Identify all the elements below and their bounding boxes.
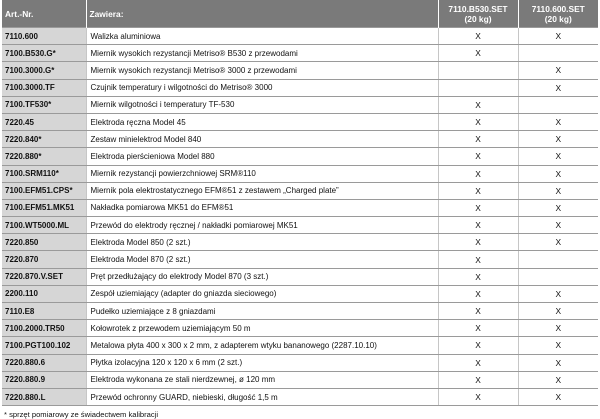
art-number-cell: 7220.850 [2, 234, 86, 251]
description-cell: Płytka izolacyjna 120 x 120 x 6 mm (2 szt.) [86, 354, 438, 371]
set2-mark-cell [518, 251, 598, 268]
art-number-cell: 7110.600 [2, 28, 86, 45]
set2-mark-cell [518, 268, 598, 285]
set2-mark-cell [518, 96, 598, 113]
set2-mark-cell [518, 45, 598, 62]
set1-mark-cell: X [438, 217, 518, 234]
table-row [2, 45, 598, 62]
description-cell: Miernik pola elektrostatycznego EFM®51 z zestawem „Charged plate” [86, 182, 438, 199]
table-row [2, 251, 598, 268]
set1-mark-cell: X [438, 303, 518, 320]
art-number-cell: 7110.E8 [2, 303, 86, 320]
set1-mark-cell: X [438, 113, 518, 130]
description-cell: Elektroda pierścieniowa Model 880 [86, 148, 438, 165]
table-row [2, 199, 598, 216]
art-number-cell: 7100.SRM110* [2, 165, 86, 182]
set1-mark-cell: X [438, 234, 518, 251]
header-set1-code: 7110.B530.SET [448, 3, 508, 14]
set2-mark-cell: X [518, 303, 598, 320]
set2-mark-cell: X [518, 165, 598, 182]
table-row [2, 285, 598, 302]
header-set2-weight: (20 kg) [544, 13, 572, 24]
set2-mark-cell: X [518, 354, 598, 371]
set2-mark-cell: X [518, 285, 598, 302]
set2-mark-cell: X [518, 371, 598, 388]
header-set1-weight: (20 kg) [464, 13, 492, 24]
table-row [2, 320, 598, 337]
art-number-cell: 7220.45 [2, 113, 86, 130]
set1-mark-cell: X [438, 199, 518, 216]
set1-mark-cell: X [438, 285, 518, 302]
art-number-cell: 7220.880.6 [2, 354, 86, 371]
table-row [2, 79, 598, 96]
table-header [2, 0, 598, 28]
header-contents: Zawiera: [86, 0, 438, 28]
set2-mark-cell: X [518, 320, 598, 337]
table-row [2, 337, 598, 354]
description-cell: Walizka aluminiowa [86, 28, 438, 45]
art-number-cell: 7100.B530.G* [2, 45, 86, 62]
description-cell: Elektroda wykonana ze stali nierdzewnej, ø 120 mm [86, 371, 438, 388]
set1-mark-cell: X [438, 96, 518, 113]
set1-mark-cell: X [438, 45, 518, 62]
header-set2 [518, 0, 598, 28]
table-row [2, 62, 598, 79]
table-row [2, 354, 598, 371]
description-cell: Kołowrotek z przewodem uziemiającym 50 m [86, 320, 438, 337]
art-number-cell: 7100.TF530* [2, 96, 86, 113]
set1-mark-cell: X [438, 337, 518, 354]
art-number-cell: 7100.EFM51.MK51 [2, 199, 86, 216]
art-number-cell: 7220.870 [2, 251, 86, 268]
header-set2-code: 7110.600.SET [531, 3, 585, 14]
set1-mark-cell: X [438, 165, 518, 182]
description-cell: Miernik wysokich rezystancji Metriso® B530 z przewodami [86, 45, 438, 62]
table-row [2, 131, 598, 148]
set1-mark-cell: X [438, 148, 518, 165]
set1-mark-cell: X [438, 182, 518, 199]
table-row [2, 217, 598, 234]
set2-mark-cell: X [518, 217, 598, 234]
description-cell: Przewód ochronny GUARD, niebieski, długość 1,5 m [86, 388, 438, 405]
set2-mark-cell: X [518, 131, 598, 148]
art-number-cell: 7100.3000.G* [2, 62, 86, 79]
set2-mark-cell: X [518, 62, 598, 79]
art-number-cell: 7220.880.9 [2, 371, 86, 388]
set2-mark-cell: X [518, 182, 598, 199]
table-row [2, 234, 598, 251]
set1-mark-cell [438, 62, 518, 79]
art-number-cell: 7100.EFM51.CPS* [2, 182, 86, 199]
set2-mark-cell: X [518, 199, 598, 216]
art-number-cell: 7220.880* [2, 148, 86, 165]
description-cell: Zestaw minielektrod Model 840 [86, 131, 438, 148]
table-row [2, 303, 598, 320]
table-row [2, 148, 598, 165]
set1-mark-cell [438, 79, 518, 96]
table-body [2, 28, 598, 406]
set1-mark-cell: X [438, 131, 518, 148]
set2-mark-cell: X [518, 79, 598, 96]
product-table-container [2, 0, 598, 419]
art-number-cell: 7100.2000.TR50 [2, 320, 86, 337]
set1-mark-cell: X [438, 388, 518, 405]
table-row [2, 388, 598, 405]
table-row [2, 165, 598, 182]
set1-mark-cell: X [438, 251, 518, 268]
description-cell: Metalowa płyta 400 x 300 x 2 mm, z adapterem wtyku bananowego (2287.10.10) [86, 337, 438, 354]
set2-mark-cell: X [518, 28, 598, 45]
table-row [2, 96, 598, 113]
table-row [2, 268, 598, 285]
set1-mark-cell: X [438, 320, 518, 337]
header-art-nr: Art.-Nr. [2, 0, 86, 28]
description-cell: Czujnik temperatury i wilgotności do Metriso® 3000 [86, 79, 438, 96]
description-cell: Elektroda Model 850 (2 szt.) [86, 234, 438, 251]
description-cell: Elektroda ręczna Model 45 [86, 113, 438, 130]
table-row [2, 28, 598, 45]
set2-mark-cell: X [518, 234, 598, 251]
art-number-cell: 7220.880.L [2, 388, 86, 405]
footnote: * sprzęt pomiarowy ze świadectwem kalibracji [4, 410, 159, 419]
art-number-cell: 2200.110 [2, 285, 86, 302]
art-number-cell: 7220.870.V.SET [2, 268, 86, 285]
set1-mark-cell: X [438, 28, 518, 45]
set1-mark-cell: X [438, 268, 518, 285]
description-cell: Zespół uziemiający (adapter do gniazda sieciowego) [86, 285, 438, 302]
art-number-cell: 7100.3000.TF [2, 79, 86, 96]
table-row [2, 371, 598, 388]
art-number-cell: 7100.PGT100.102 [2, 337, 86, 354]
set2-mark-cell: X [518, 337, 598, 354]
set1-mark-cell: X [438, 371, 518, 388]
description-cell: Pręt przedłużający do elektrody Model 870 (3 szt.) [86, 268, 438, 285]
description-cell: Nakładka pomiarowa MK51 do EFM®51 [86, 199, 438, 216]
description-cell: Miernik wysokich rezystancji Metriso® 3000 z przewodami [86, 62, 438, 79]
art-number-cell: 7100.WT5000.ML [2, 217, 86, 234]
header-set1 [438, 0, 518, 28]
description-cell: Miernik wilgotności i temperatury TF-530 [86, 96, 438, 113]
table-row [2, 182, 598, 199]
set2-mark-cell: X [518, 148, 598, 165]
set2-mark-cell: X [518, 388, 598, 405]
description-cell: Przewód do elektrody ręcznej / nakładki pomiarowej MK51 [86, 217, 438, 234]
table-row [2, 113, 598, 130]
set2-mark-cell: X [518, 113, 598, 130]
description-cell: Pudełko uziemiające z 8 gniazdami [86, 303, 438, 320]
art-number-cell: 7220.840* [2, 131, 86, 148]
description-cell: Elektroda Model 870 (2 szt.) [86, 251, 438, 268]
description-cell: Miernik rezystancji powierzchniowej SRM®110 [86, 165, 438, 182]
set1-mark-cell: X [438, 354, 518, 371]
product-table [2, 0, 598, 406]
